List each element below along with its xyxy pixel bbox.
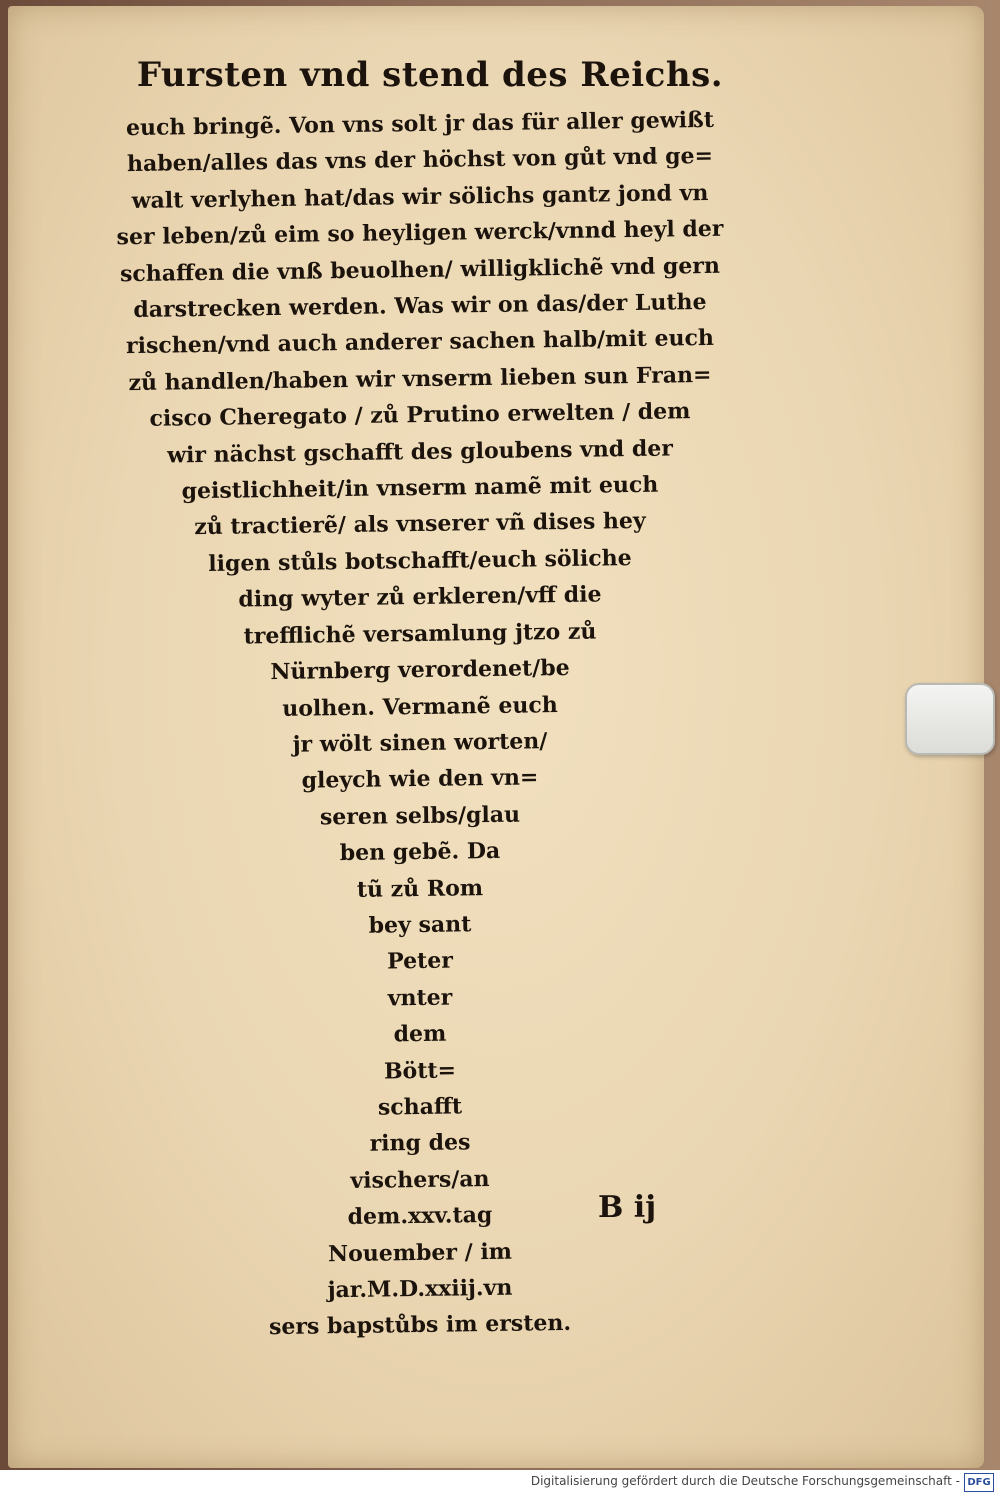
text-line: tũ zů Rom: [356, 874, 484, 903]
footer-credit: Digitalisierung gefördert durch die Deutsche Forschungsgemeinschaft -: [530, 1474, 960, 1488]
text-line: schafft: [377, 1093, 463, 1121]
text-line: ligen stůls botschafft/euch söliche: [208, 544, 632, 577]
body-text: [60, 106, 780, 1344]
text-line: cisco Cheregato / zů Prutino erwelten / dem: [149, 398, 691, 433]
text-line: dem: [393, 1020, 447, 1048]
text-line: Nürnberg verordenet/be: [270, 655, 570, 686]
text-line: darstrecken werden. Was wir on das/der Luthe: [133, 289, 707, 324]
text-line: jar.M.D.xxiij.vn: [327, 1274, 513, 1304]
text-line: jr wölt sinen worten/: [292, 728, 548, 758]
running-heading: Fursten vnd stend des Reichs.: [136, 55, 724, 95]
text-line: ring des: [369, 1129, 471, 1158]
text-line: gleych wie den vn=: [301, 764, 539, 794]
page-clip: [905, 683, 995, 755]
text-line: ser leben/zů eim so heyligen werck/vnnd heyl der: [116, 215, 724, 251]
text-line: walt verlyhen hat/das wir sölichs gantz jond vn: [131, 179, 709, 214]
text-line: wir nächst gschafft des gloubens vnd der: [166, 435, 674, 469]
footer-bar: [0, 1470, 1000, 1495]
text-line: haben/alles das vns der höchst von gůt vnd ge=: [126, 143, 714, 178]
text-line: vnter: [387, 984, 453, 1012]
text-line: Bött=: [383, 1057, 457, 1085]
signature-mark: B ij: [598, 1190, 657, 1225]
text-line: sers bapstůbs im ersten.: [268, 1310, 572, 1341]
text-line: euch bringẽ. Von vns solt jr das für aller gewißt: [125, 106, 715, 142]
text-line: ding wyter zů erkleren/vff die: [238, 581, 602, 613]
text-line: uolhen. Vermanẽ euch: [282, 691, 558, 722]
text-line: schaffen die vnß beuolhen/ willigklichẽ vnd gern: [119, 252, 721, 287]
text-line: bey sant: [368, 911, 472, 939]
dfg-logo: DFG: [964, 1473, 994, 1492]
text-line: vischers/an: [350, 1165, 490, 1194]
text-line: Peter: [386, 947, 454, 975]
text-line: zů handlen/haben wir vnserm lieben sun Fran=: [128, 361, 712, 396]
text-line: seren selbs/glau: [319, 801, 521, 831]
text-block: [60, 52, 780, 1344]
text-line: rischen/vnd auch anderer sachen halb/mit euch: [125, 325, 715, 360]
text-line: geistlichheit/in vnserm namẽ mit euch: [181, 471, 659, 505]
text-line: Nouember / im: [327, 1238, 513, 1267]
text-line: ben gebẽ. Da: [339, 838, 501, 867]
text-line: dem.xxv.tag: [347, 1202, 493, 1231]
text-line: trefflichẽ versamlung jtzo zů: [243, 618, 597, 650]
text-line: zů tractierẽ/ als vnserer vñ dises hey: [194, 508, 646, 541]
